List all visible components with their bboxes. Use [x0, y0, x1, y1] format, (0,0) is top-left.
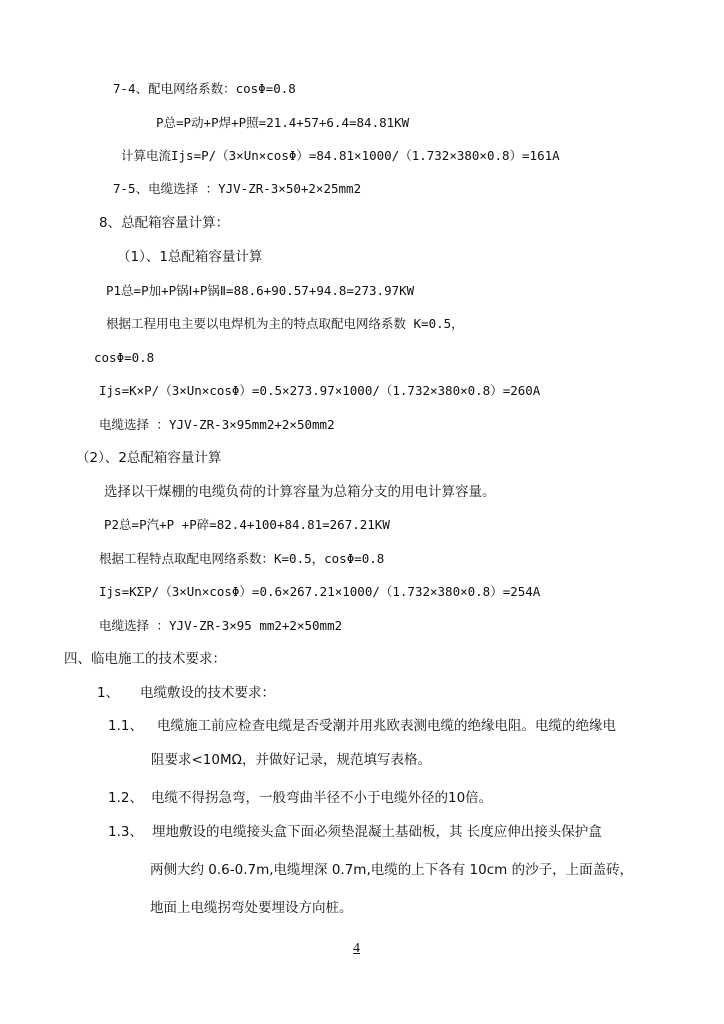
section-7-4-line: 7-4、配电网络系数：cosΦ=0.8 [113, 81, 296, 96]
item-1-3-number: 1.3、 [108, 824, 143, 840]
coefficient-line: 根据工程用电主要以电焊机为主的特点取配电网络系数 K=0.5， [106, 316, 464, 331]
item-1-1-number: 1.1、 [108, 718, 143, 734]
p2-total-line: P2总=P汽+P +P碎=82.4+100+84.81=267.21KW [104, 517, 390, 532]
item-1-2-number: 1.2、 [108, 790, 143, 806]
item-1-3-continuation-2: 地面上电缆拐弯处要埋设方向桩。 [150, 900, 353, 916]
cable-selection-1-line: 电缆选择 ：YJV-ZR-3×95mm2+2×50mm2 [99, 417, 335, 432]
item-1-2-text: 电缆不得拐急弯，一般弯曲半径不小于电缆外径的10倍。 [151, 790, 493, 806]
cable-selection-2-line: 电缆选择 ：YJV-ZR-3×95 mm2+2×50mm2 [99, 618, 343, 633]
item-1-3-text: 埋地敷设的电缆接头盒下面必须垫混凝土基础板，其 长度应伸出接头保护盒 [152, 824, 602, 840]
item-1-number: 1、 [97, 685, 120, 701]
item-1-3-continuation-1: 两侧大约 0.6-0.7m,电缆埋深 0.7m,电缆的上下各有 10cm 的沙子，上面盖砖， [150, 862, 634, 878]
section-8-heading: 8、总配箱容量计算： [99, 215, 230, 231]
total-power-line: P总=P动+P焊+P照=21.4+57+6.4=84.81KW [156, 115, 410, 130]
cos-line: cosΦ=0.8 [94, 350, 155, 365]
item-1-1-continuation: 阻要求<10MΩ，并做好记录，规范填写表格。 [151, 752, 431, 768]
selection-basis-line: 选择以干煤棚的电缆负荷的计算容量为总箱分支的用电计算容量。 [104, 484, 496, 500]
page-number: 4 [353, 941, 360, 956]
section-7-5-line: 7-5、电缆选择 ：YJV-ZR-3×50+2×25mm2 [113, 181, 362, 196]
subsection-2-heading: （2）、2总配箱容量计算 [76, 450, 222, 466]
item-1-heading: 电缆敷设的技术要求： [140, 685, 275, 701]
section-4-heading: 四、临电施工的技术要求： [64, 651, 226, 667]
p1-total-line: P1总=P加+P锅Ⅰ+P锅Ⅱ=88.6+90.57+94.8=273.97KW [106, 283, 415, 298]
ijs-254-line: Ijs=KΣP/（3×Un×cosΦ）=0.6×267.21×1000/（1.732×380×0.8）=254A [99, 584, 541, 599]
ijs-260-line: Ijs=K×P/（3×Un×cosΦ）=0.5×273.97×1000/（1.732×380×0.8）=260A [99, 383, 541, 398]
item-1-1-text: 电缆施工前应检查电缆是否受潮并用兆欧表测电缆的绝缘电阻。电缆的绝缘电 [157, 718, 616, 734]
current-calc-line: 计算电流Ijs=P/（3×Un×cosΦ）=84.81×1000/（1.732×380×0.8）=161A [121, 148, 560, 163]
coefficient-2-line: 根据工程特点取配电网络系数：K=0.5，cosΦ=0.8 [99, 551, 385, 566]
subsection-1-heading: （1）、1总配箱容量计算 [117, 249, 263, 265]
